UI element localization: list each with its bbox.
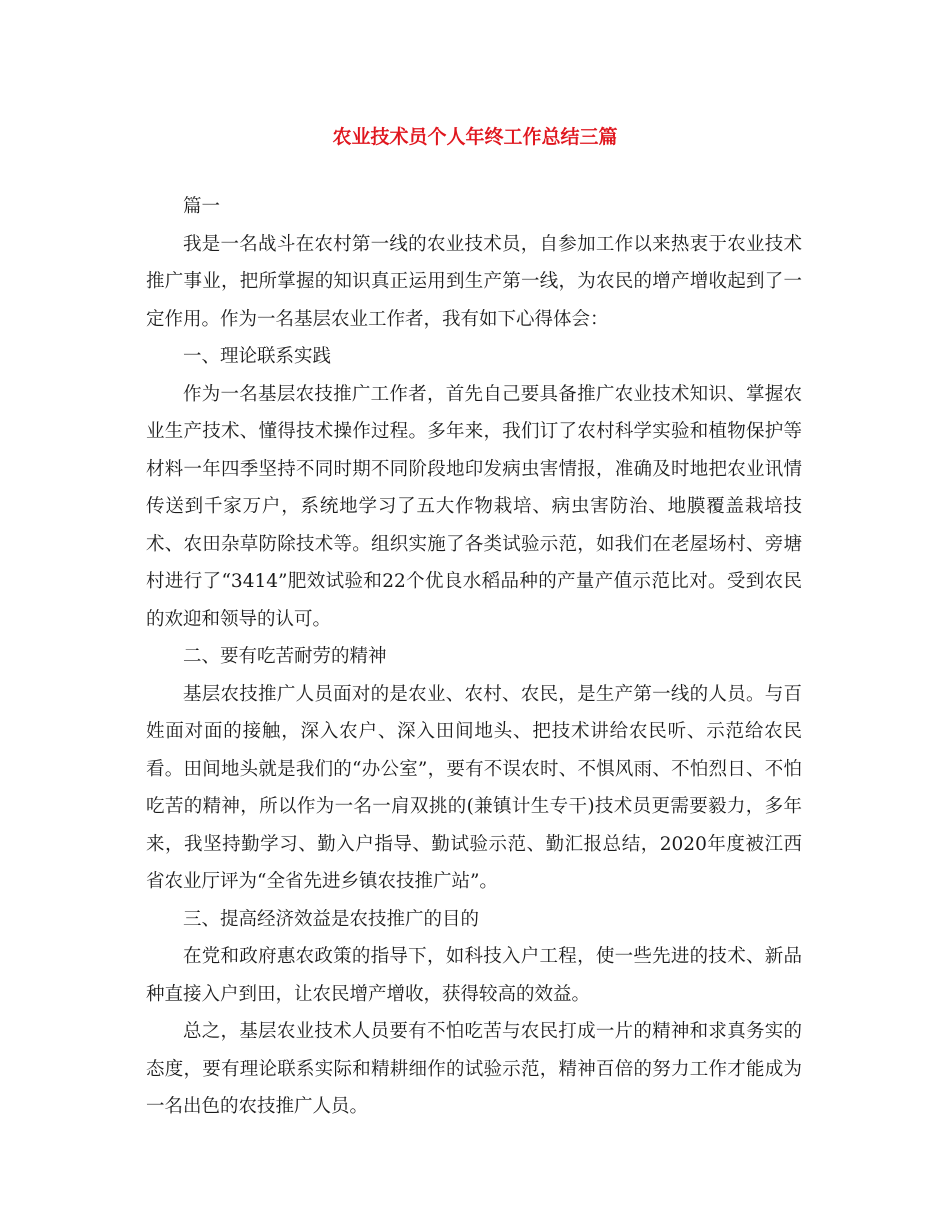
- conclusion-paragraph: 总之，基层农业技术人员要有不怕吃苦与农民打成一片的精神和求真务实的态度，要有理论联系实际和精耕细作的试验示范，精神百倍的努力工作才能成为一名出色的农技推广人员。: [146, 1021, 802, 1117]
- document-title: 农业技术员个人年终工作总结三篇: [332, 126, 618, 148]
- paragraph-theory-practice: 作为一名基层农技推广工作者，首先自己要具备推广农业技术知识、掌握农业生产技术、懂得技术操作过程。多年来，我们订了农村科学实验和植物保护等材料一年四季坚持不同时期不同阶段地印发病虫害情报，准确及时地把农业讯情传送到千家万户，系统地学习了五大作物栽培、病虫害防治、地膜覆盖栽培技术、农田杂草防除技术等。组织实施了各类试验示范，如我们在老屋场村、旁塘村进行了“3414”肥效试验和22个优良水稻品种的产量产值示范比对。受到农民的欢迎和领导的认可。: [146, 383, 802, 630]
- section-heading-part-one: 篇一: [183, 196, 221, 217]
- heading-hard-work: 二、要有吃苦耐劳的精神: [183, 646, 387, 667]
- paragraph-hard-work: 基层农技推广人员面对的是农业、农村、农民，是生产第一线的人员。与百姓面对面的接触，深入农户、深入田间地头、把技术讲给农民听、示范给农民看。田间地头就是我们的“办公室”，要有不误农时、不惧风雨、不怕烈日、不怕吃苦的精神，所以作为一名一肩双挑的(兼镇计生专干)技术员更需要毅力，多年来，我坚持勤学习、勤入户指导、勤试验示范、勤汇报总结，2020年度被江西省农业厅评为“全省先进乡镇农技推广站”。: [146, 683, 802, 892]
- heading-theory-practice: 一、理论联系实践: [183, 346, 332, 367]
- intro-paragraph: 我是一名战斗在农村第一线的农业技术员，自参加工作以来热衷于农业技术推广事业，把所掌握的知识真正运用到生产第一线，为农民的增产增收起到了一定作用。作为一名基层农业工作者，我有如下心得体会：: [146, 233, 802, 330]
- heading-economic-benefit: 三、提高经济效益是农技推广的目的: [183, 908, 480, 930]
- paragraph-economic-benefit: 在党和政府惠农政策的指导下，如科技入户工程，使一些先进的技术、新品种直接入户到田，让农民增产增收，获得较高的效益。: [146, 946, 802, 1005]
- document-body: [146, 188, 802, 1126]
